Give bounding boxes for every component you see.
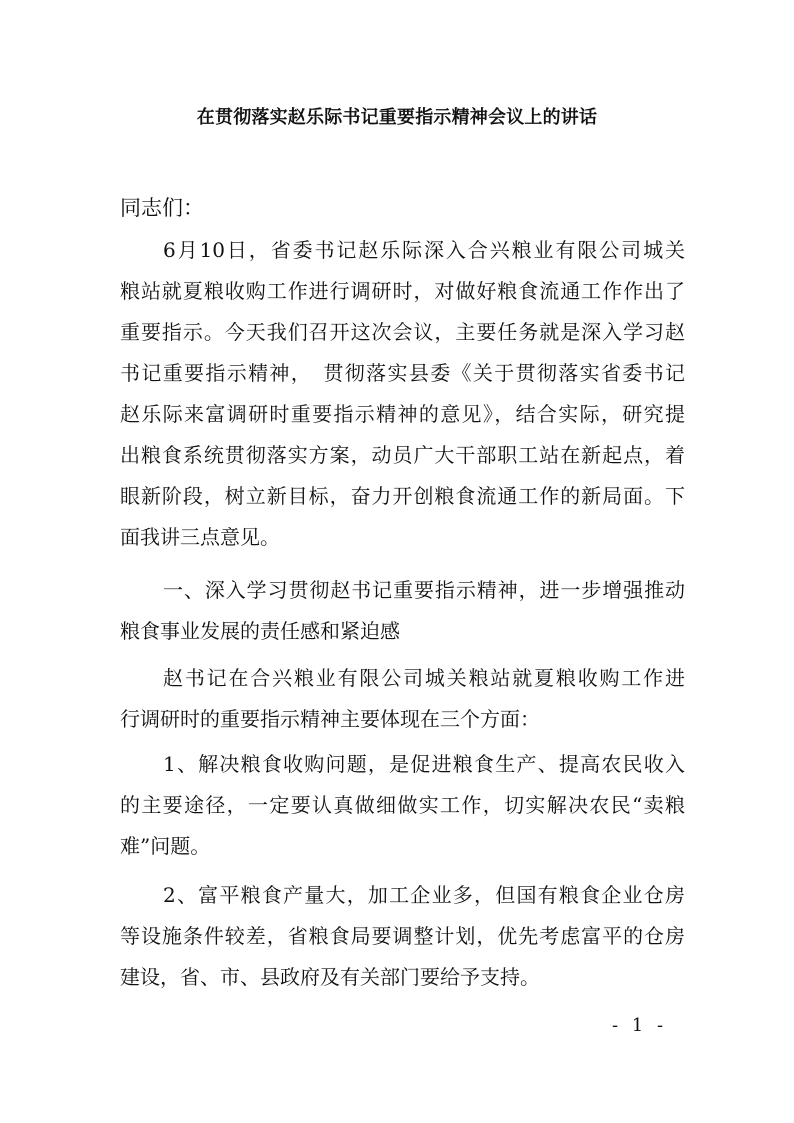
body-line: 书记重要指示精神， 贯彻落实县委《关于贯彻落实省委书记 <box>120 361 685 385</box>
document-title: 在贯彻落实赵乐际书记重要指示精神会议上的讲话 <box>196 107 598 128</box>
list-item-line: 建设，省、市、县政府及有关部门要给予支持。 <box>120 965 540 989</box>
body-line: 6月10日，省委书记赵乐际深入合兴粮业有限公司城关 <box>163 238 685 262</box>
list-item-line: 2、富平粮食产量大，加工企业多，但国有粮食企业仓房 <box>163 883 685 907</box>
list-item-line: 的主要途径，一定要认真做细做实工作，切实解决农民“卖粮 <box>120 793 685 817</box>
salutation: 同志们： <box>120 196 204 220</box>
body-line: 行调研时的重要指示精神主要体现在三个方面： <box>120 707 540 731</box>
body-line: 眼新阶段，树立新目标，奋力开创粮食流通工作的新局面。下 <box>120 484 685 508</box>
body-line: 重要指示。今天我们召开这次会议，主要任务就是深入学习赵 <box>120 320 685 344</box>
list-item-line: 等设施条件较差，省粮食局要调整计划，优先考虑富平的仓房 <box>120 924 685 948</box>
body-line: 赵书记在合兴粮业有限公司城关粮站就夏粮收购工作进 <box>163 666 685 690</box>
page-number: - 1 - <box>612 1015 668 1036</box>
body-line: 面我讲三点意见。 <box>120 525 280 549</box>
list-item-line: 1、解决粮食收购问题，是促进粮食生产、提高农民收入 <box>163 752 685 776</box>
body-line: 粮站就夏粮收购工作进行调研时，对做好粮食流通工作作出了 <box>120 279 685 303</box>
section-heading-line: 粮食事业发展的责任感和紧迫感 <box>120 619 400 643</box>
list-item-line: 难”问题。 <box>120 834 211 858</box>
section-heading-line: 一、深入学习贯彻赵书记重要指示精神，进一步增强推动 <box>163 578 685 602</box>
body-line: 出粮食系统贯彻落实方案，动员广大干部职工站在新起点，着 <box>120 443 685 467</box>
body-line: 赵乐际来富调研时重要指示精神的意见》，结合实际，研究提 <box>120 402 685 426</box>
